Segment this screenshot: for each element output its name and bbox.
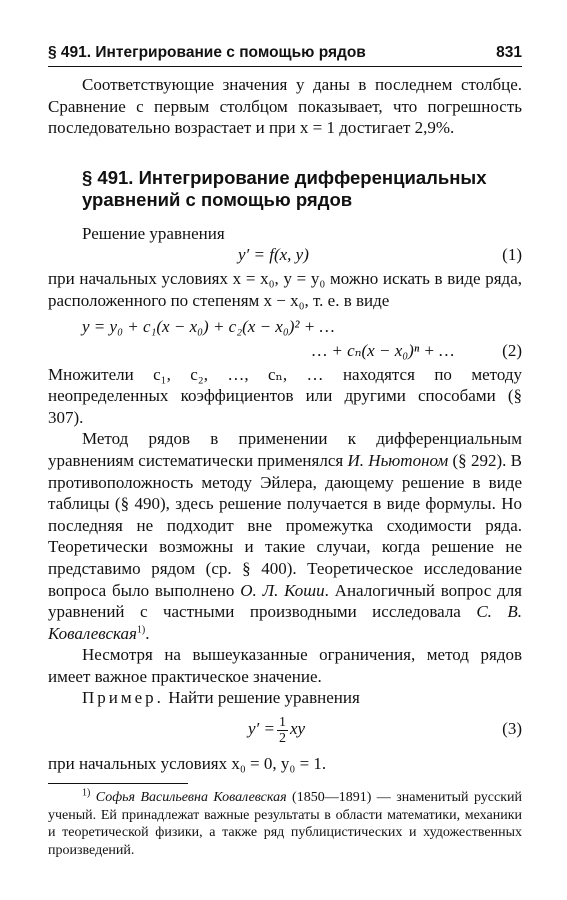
equation-2-line-1 [48,316,522,340]
equation-3-rhs: xy [290,719,306,739]
running-head [48,44,522,62]
method-text-middle-2: . Аналогичный вопрос для уравнений с частными производными исследовала [48,580,522,622]
section-heading: § 491. Интегрирование дифференциальных уравнений с помощью рядов [82,166,487,210]
intro-paragraph: Соответствующие значения y даны в последнем столбце. Сравнение с первым столбцом показывает, что погрешность последовательно возрастает и при x = 1 достигает 2,9%. [48,75,522,138]
footnote-mark: 1) [82,787,91,799]
equation-2-formula-line-2: … + cₙ(x − x₀)ⁿ + … [312,340,455,360]
running-head-title: § 491. Интегрирование с помощью рядов [48,44,366,61]
equation-3-formula [248,709,305,749]
example-text: Найти решение уравнения [168,688,360,708]
name-cauchy: О. Л. Коши [240,580,325,600]
equation-2-number: ( 2 ) [502,340,522,362]
footnote-rule [48,783,188,784]
fraction-one-half [277,715,288,746]
footnote [48,789,522,859]
page-body [48,74,522,775]
equation-1 [48,244,522,268]
equation-3-lhs: y′ = [248,719,275,739]
header-rule [48,66,522,67]
paragraph-initial: при начальных условиях x = x₀, y = y₀ можно искать в виде ряда, расположенного по степеням x − x₀, т. е. в виде [48,269,522,310]
equation-2-formula-line-1: y = y₀ + c₁(x − x₀) + c₂(x − x₀)² + … [82,316,335,336]
equation-3 [48,709,522,749]
paragraph-conditions: при начальных условиях x₀ = 0, y₀ = 1. [48,754,327,774]
fraction-denominator: 2 [279,730,286,746]
paragraph-despite: Несмотря на вышеуказанные ограничения, метод рядов имеет важное практическое значение. [48,645,522,686]
footnote-reference: 1) [136,624,146,636]
example-label: Пример. [82,688,164,708]
paragraph-multipliers: Множители c₁, c₂, …, cₙ, … находятся по методу неопределенных коэффициентов или другими способами (§ 307). [48,364,522,427]
equation-2-line-2 [48,340,522,364]
method-text-middle: (§ 292). В противоположность методу Эйлера, дающему решение в виде таблицы (§ 490), здесь решение получается в виде формулы. Но последняя не подходит вне промежутка сходимости ряда. Теоретически возможны и такие случаи, когда решение не представимо рядом (ср. § 400). Теоретическое исследование вопроса было выполнено [48,450,523,600]
paragraph-method [48,428,522,644]
fraction-numerator: 1 [279,714,286,730]
footnote-text: (1850—1891) — знаменитый русский ученый. Ей принадлежат важные результаты в области математики, механики и теоретической физики, а также ряд публицистических и художественных произведений. [48,790,523,858]
page-number: 831 [496,44,522,61]
paragraph-example [48,687,522,709]
name-newton: И. Ньютоном [347,450,449,470]
equation-3-number: ( 3 ) [502,709,522,749]
name-kovalevskaya: С. В. Ковалевская [48,602,523,643]
method-text-end: . [145,623,150,643]
equation-1-number: ( 1 ) [502,244,522,266]
equation-1-formula: y′ = f(x, y) [238,245,309,265]
footnote-name: Софья Васильевна Ковалевская [95,790,287,805]
paragraph-solution: Решение уравнения [82,223,225,243]
method-text-start: Метод рядов в применении к дифференциальным уравнениям систематически применялся [48,429,522,470]
